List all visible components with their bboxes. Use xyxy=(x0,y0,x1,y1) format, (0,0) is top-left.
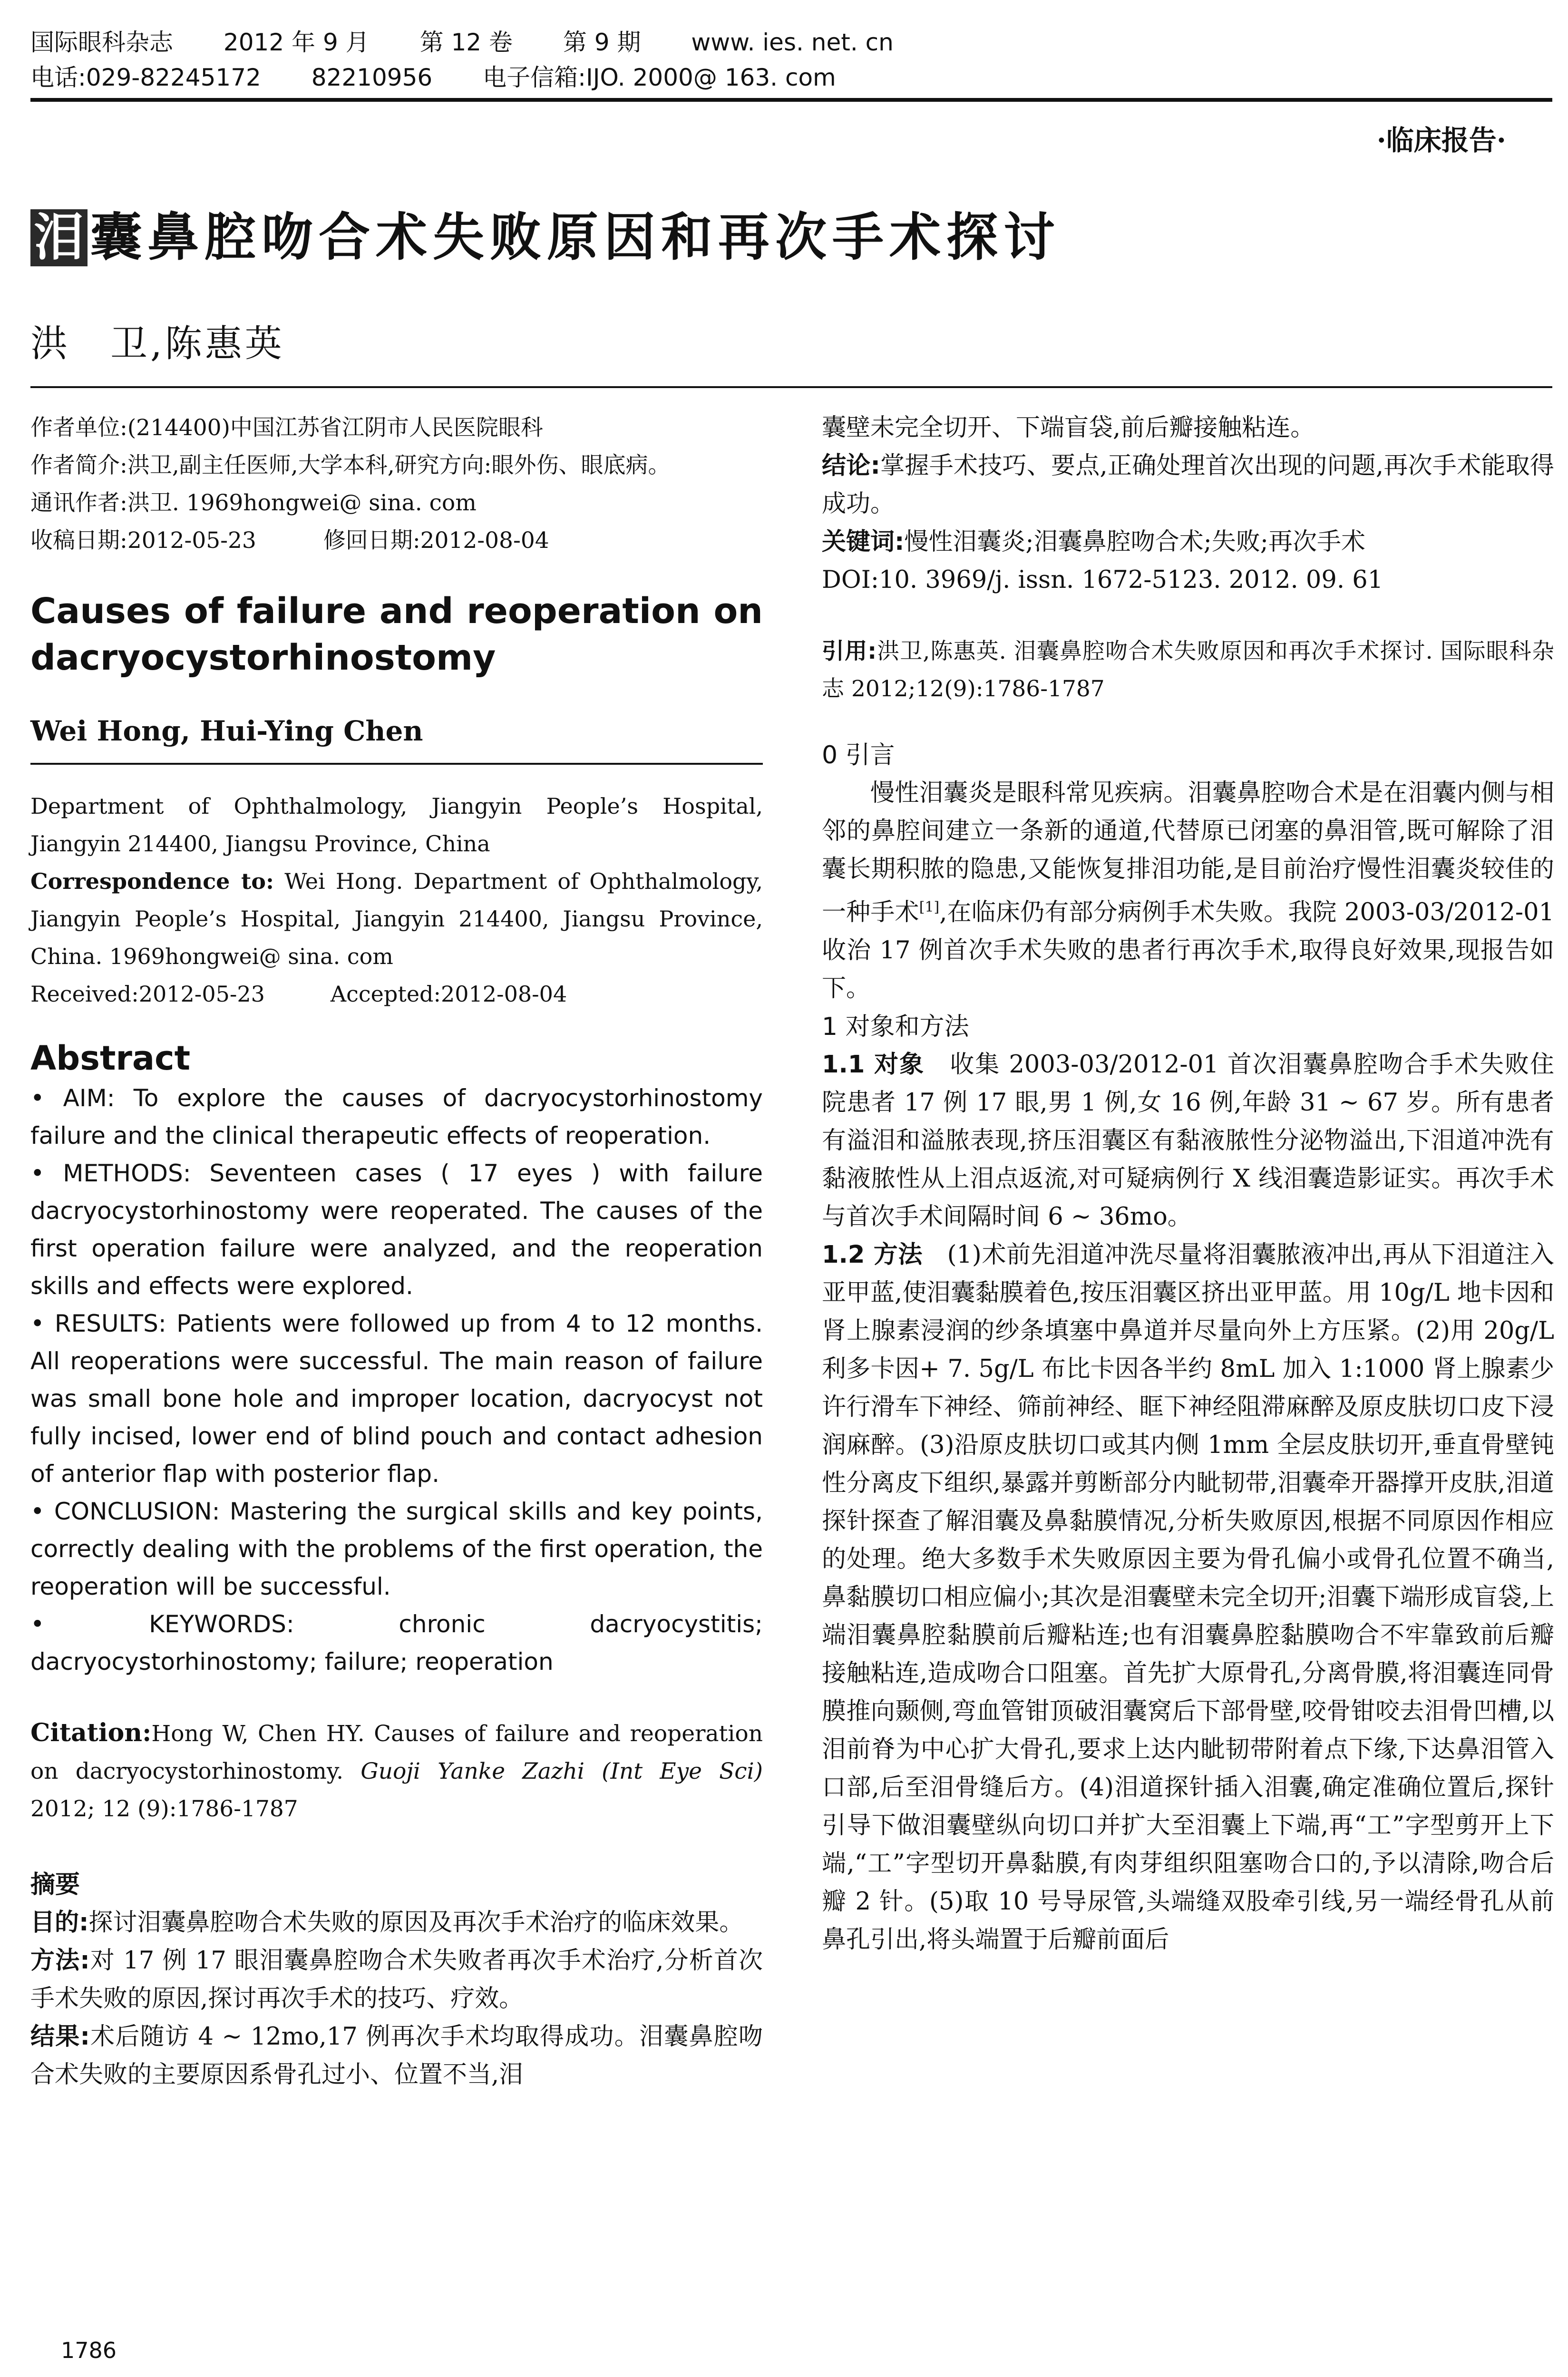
cn-methods-label: 方法: xyxy=(30,1947,90,1975)
english-dates: Received:2012-05-23 Accepted:2012-08-04 xyxy=(30,981,567,1007)
author-info xyxy=(30,409,763,559)
reference-1: [1] xyxy=(919,899,940,916)
abstract-methods: • METHODS: Seventeen cases ( 17 eyes ) with failure dacryocystorhinostomy were reoperated. The causes of the first operation failure were analyzed, and the reoperation skills and effects were explored. xyxy=(30,1159,763,1300)
cn-results-label: 结果: xyxy=(30,2023,90,2051)
english-authors: Wei Hong, Hui-Ying Chen xyxy=(30,715,423,747)
abstract-keywords: • KEYWORDS: chronic dacryocystitis; dacryocystorhinostomy; failure; reoperation xyxy=(30,1610,763,1676)
author-bio-cn: 作者简介:洪卫,副主任医师,大学本科,研究方向:眼外伤、眼底病。 xyxy=(30,452,671,478)
english-title: Causes of failure and reoperation on dacryocystorhinostomy xyxy=(30,591,763,678)
affiliation-cn: 作者单位:(214400)中国江苏省江阴市人民医院眼科 xyxy=(30,415,543,441)
section-1-1-label: 1.1 对象 xyxy=(822,1051,925,1079)
abstract-results: • RESULTS: Patients were followed up from 4 to 12 months. All reoperations were successful. The main reason of failure was small bone hole and improper location, dacryocyst not fully incised, lower end of blind pouch and contact adhesion of anterior flap with posterior flap. xyxy=(30,1310,763,1488)
phone: 电话:029-82245172 xyxy=(30,64,261,91)
section-0-heading: 0 引言 xyxy=(822,741,895,770)
section-1-1-text: 收集 2003-03/2012-01 首次泪囊鼻腔吻合手术失败住院患者 17 例 17 眼,男 1 例,女 16 例,年龄 31 ~ 67 岁。所有患者有溢泪和溢脓表现,挤压泪囊区有黏液脓性分泌物溢出,下泪道冲洗有黏液脓性从上泪点返流,对可疑病例行 X 线泪囊造影证实。再次手术与首次手术间隔时间 6 ~ 36mo。 xyxy=(822,1051,1554,1231)
cn-keywords-text: 慢性泪囊炎;泪囊鼻腔吻合术;失败;再次手术 xyxy=(904,528,1365,556)
journal-website: www. ies. net. cn xyxy=(691,29,894,56)
cn-objective-label: 目的: xyxy=(30,1909,89,1937)
cn-results xyxy=(30,2018,763,2094)
cn-conclusion xyxy=(822,447,1554,523)
section-1-2 xyxy=(822,1236,1554,1959)
abstract-heading: Abstract xyxy=(30,1039,191,1078)
cn-conclusion-text: 掌握手术技巧、要点,正确处理首次出现的问题,再次手术能取得成功。 xyxy=(822,452,1554,518)
left-column xyxy=(30,409,763,2094)
authors-chinese: 洪 卫,陈惠英 xyxy=(30,322,285,365)
dates-cn: 收稿日期:2012-05-23 修回日期:2012-08-04 xyxy=(30,527,549,554)
doi: DOI:10. 3969/j. issn. 1672-5123. 2012. 09. 61 xyxy=(822,566,1383,594)
cn-citation xyxy=(822,633,1554,708)
cn-objective-text: 探讨泪囊鼻腔吻合术失败的原因及再次手术治疗的临床效果。 xyxy=(88,1909,744,1937)
correspondence-cn: 通讯作者:洪卫. 1969hongwei@ sina. com xyxy=(30,490,477,516)
english-affiliation: Department of Ophthalmology, Jiangyin People’s Hospital, Jiangyin 214400, Jiangsu Province, China xyxy=(30,793,763,857)
header-rule xyxy=(30,98,1552,102)
journal-header xyxy=(30,25,1552,95)
section-0-text-b: ,在临床仍有部分病例手术失败。我院 2003-03/2012-01 收治 17 例首次手术失败的患者行再次手术,取得良好效果,现报告如下。 xyxy=(822,898,1554,1003)
section-tag: ·临床报告· xyxy=(1376,124,1506,156)
correspondence-text: Wei Hong. Department of Ophthalmology, Jiangyin People’s Hospital, Jiangyin 214400, Jiangsu Province, China. 1969hongwei@ sina. com xyxy=(30,868,763,969)
title-text: 囊鼻腔吻合术失败原因和再次手术探讨 xyxy=(90,208,1061,267)
section-1-2-text: (1)术前先泪道冲洗尽量将泪囊脓液冲出,再从下泪道注入亚甲蓝,使泪囊黏膜着色,按压泪囊区挤出亚甲蓝。用 10g/L 地卡因和肾上腺素浸润的纱条填塞中鼻道并尽量向外上方压紧。(2)用 20g/L 利多卡因+ 7. 5g/L 布比卡因各半约 8mL 加入 1:1000 肾上腺素少许行滑车下神经、筛前神经、眶下神经阻滞麻醉及原皮肤切口皮下浸润麻醉。(3)沿原皮肤切口或其内侧 1mm 全层皮肤切开,垂直骨壁钝性分离皮下组织,暴露并剪断部分内眦韧带,泪囊牵开器撑开皮肤,泪道探针探查了解泪囊及鼻黏膜情况,分析失败原因,根据不同原因作相应的处理。绝大多数手术失败原因主要为骨孔偏小或骨孔位置不确当,鼻黏膜切口相应偏小;其次是泪囊壁未完全切开;泪囊下端形成盲袋,上端泪囊鼻腔黏膜前后瓣粘连;也有泪囊鼻腔黏膜吻合不牢靠致前后瓣接触粘连,造成吻合口阻塞。首先扩大原骨孔,分离骨膜,将泪囊连同骨膜推向颞侧,弯血管钳顶破泪囊窝后下部骨壁,咬骨钳咬去泪骨凹槽,以泪前脊为中心扩大骨孔,要求上达内眦韧带附着点下缘,下达鼻泪管入口部,后至泪骨缝后方。(4)泪道探针插入泪囊,确定准确位置后,探针引导下做泪囊壁纵向切口并扩大至泪囊上下端,再“工”字型剪开上下端,“工”字型切开鼻黏膜,有肉芽组织阻塞吻合口的,予以清除,吻合后瓣 2 针。(5)取 10 号导尿管,头端缝双股牵引线,另一端经骨孔从前鼻孔引出,将头端置于后瓣前面后 xyxy=(822,1241,1554,1954)
citation-label: Citation: xyxy=(30,1718,152,1747)
title-drop-char: 泪 xyxy=(30,209,88,266)
section-1-heading: 1 对象和方法 xyxy=(822,1013,969,1041)
header-line-1 xyxy=(30,25,1552,60)
abstract-aim: • AIM: To explore the causes of dacryocystorhinostomy failure and the clinical therapeutic effects of reoperation. xyxy=(30,1084,763,1150)
section-0-text-a: 慢性泪囊炎是眼科常见疾病。泪囊鼻腔吻合术是在泪囊内侧与相邻的鼻腔间建立一条新的通道,代替原已闭塞的鼻泪管,既可解除了泪囊长期积脓的隐患,又能恢复排泪功能,是目前治疗慢性泪囊炎较佳的一种手术 xyxy=(822,779,1554,926)
cn-results-text: 术后随访 4 ~ 12mo,17 例再次手术均取得成功。泪囊鼻腔吻合术失败的主要原因系骨孔过小、位置不当,泪 xyxy=(30,2023,763,2089)
cn-keywords xyxy=(822,523,1554,561)
cn-citation-label: 引用: xyxy=(822,638,877,664)
abstract-conclusion: • CONCLUSION: Mastering the surgical skills and key points, correctly dealing with the problems of the first operation, the reoperation will be successful. xyxy=(30,1498,763,1600)
section-1-2-label: 1.2 方法 xyxy=(822,1241,923,1269)
page-number: 1786 xyxy=(61,2338,117,2363)
volume: 第 12 卷 xyxy=(419,29,513,56)
english-correspondence xyxy=(30,863,763,975)
cn-results-continued: 囊壁未完全切开、下端盲袋,前后瓣接触粘连。 xyxy=(822,414,1315,442)
journal-name: 国际眼科杂志 xyxy=(30,29,173,56)
cn-keywords-label: 关键词: xyxy=(822,528,905,556)
cn-methods xyxy=(30,1942,763,2018)
header-line-2 xyxy=(30,60,1552,95)
right-column xyxy=(822,409,1554,1959)
article-title xyxy=(30,209,1061,266)
cn-methods-text: 对 17 例 17 眼泪囊鼻腔吻合术失败者再次手术治疗,分析首次手术失败的原因,探讨再次手术的技巧、疗效。 xyxy=(30,1947,763,2013)
cn-abstract-heading: 摘要 xyxy=(30,1870,80,1899)
cn-conclusion-label: 结论: xyxy=(822,452,880,480)
section-0-text xyxy=(822,774,1554,1008)
authors-rule xyxy=(30,763,763,765)
citation-tail: 2012; 12 (9):1786-1787 xyxy=(30,1796,298,1822)
citation-text: Hong W, Chen HY. Causes of failure and reoperation on dacryocystorhinostomy. xyxy=(30,1721,763,1784)
section-1-1 xyxy=(822,1046,1554,1236)
correspondence-label: Correspondence to: xyxy=(30,868,274,894)
cn-objective xyxy=(30,1904,763,1942)
title-rule xyxy=(30,386,1552,388)
issue-date: 2012 年 9 月 xyxy=(223,29,370,56)
email: 电子信箱:IJO. 2000@ 163. com xyxy=(483,64,836,91)
citation xyxy=(30,1714,763,1828)
citation-journal: Guoji Yanke Zazhi (Int Eye Sci) xyxy=(360,1758,763,1784)
issue-number: 第 9 期 xyxy=(563,29,641,56)
phone-2: 82210956 xyxy=(311,64,433,91)
cn-citation-text: 洪卫,陈惠英. 泪囊鼻腔吻合术失败原因和再次手术探讨. 国际眼科杂志 2012;12(9):1786-1787 xyxy=(822,638,1555,702)
